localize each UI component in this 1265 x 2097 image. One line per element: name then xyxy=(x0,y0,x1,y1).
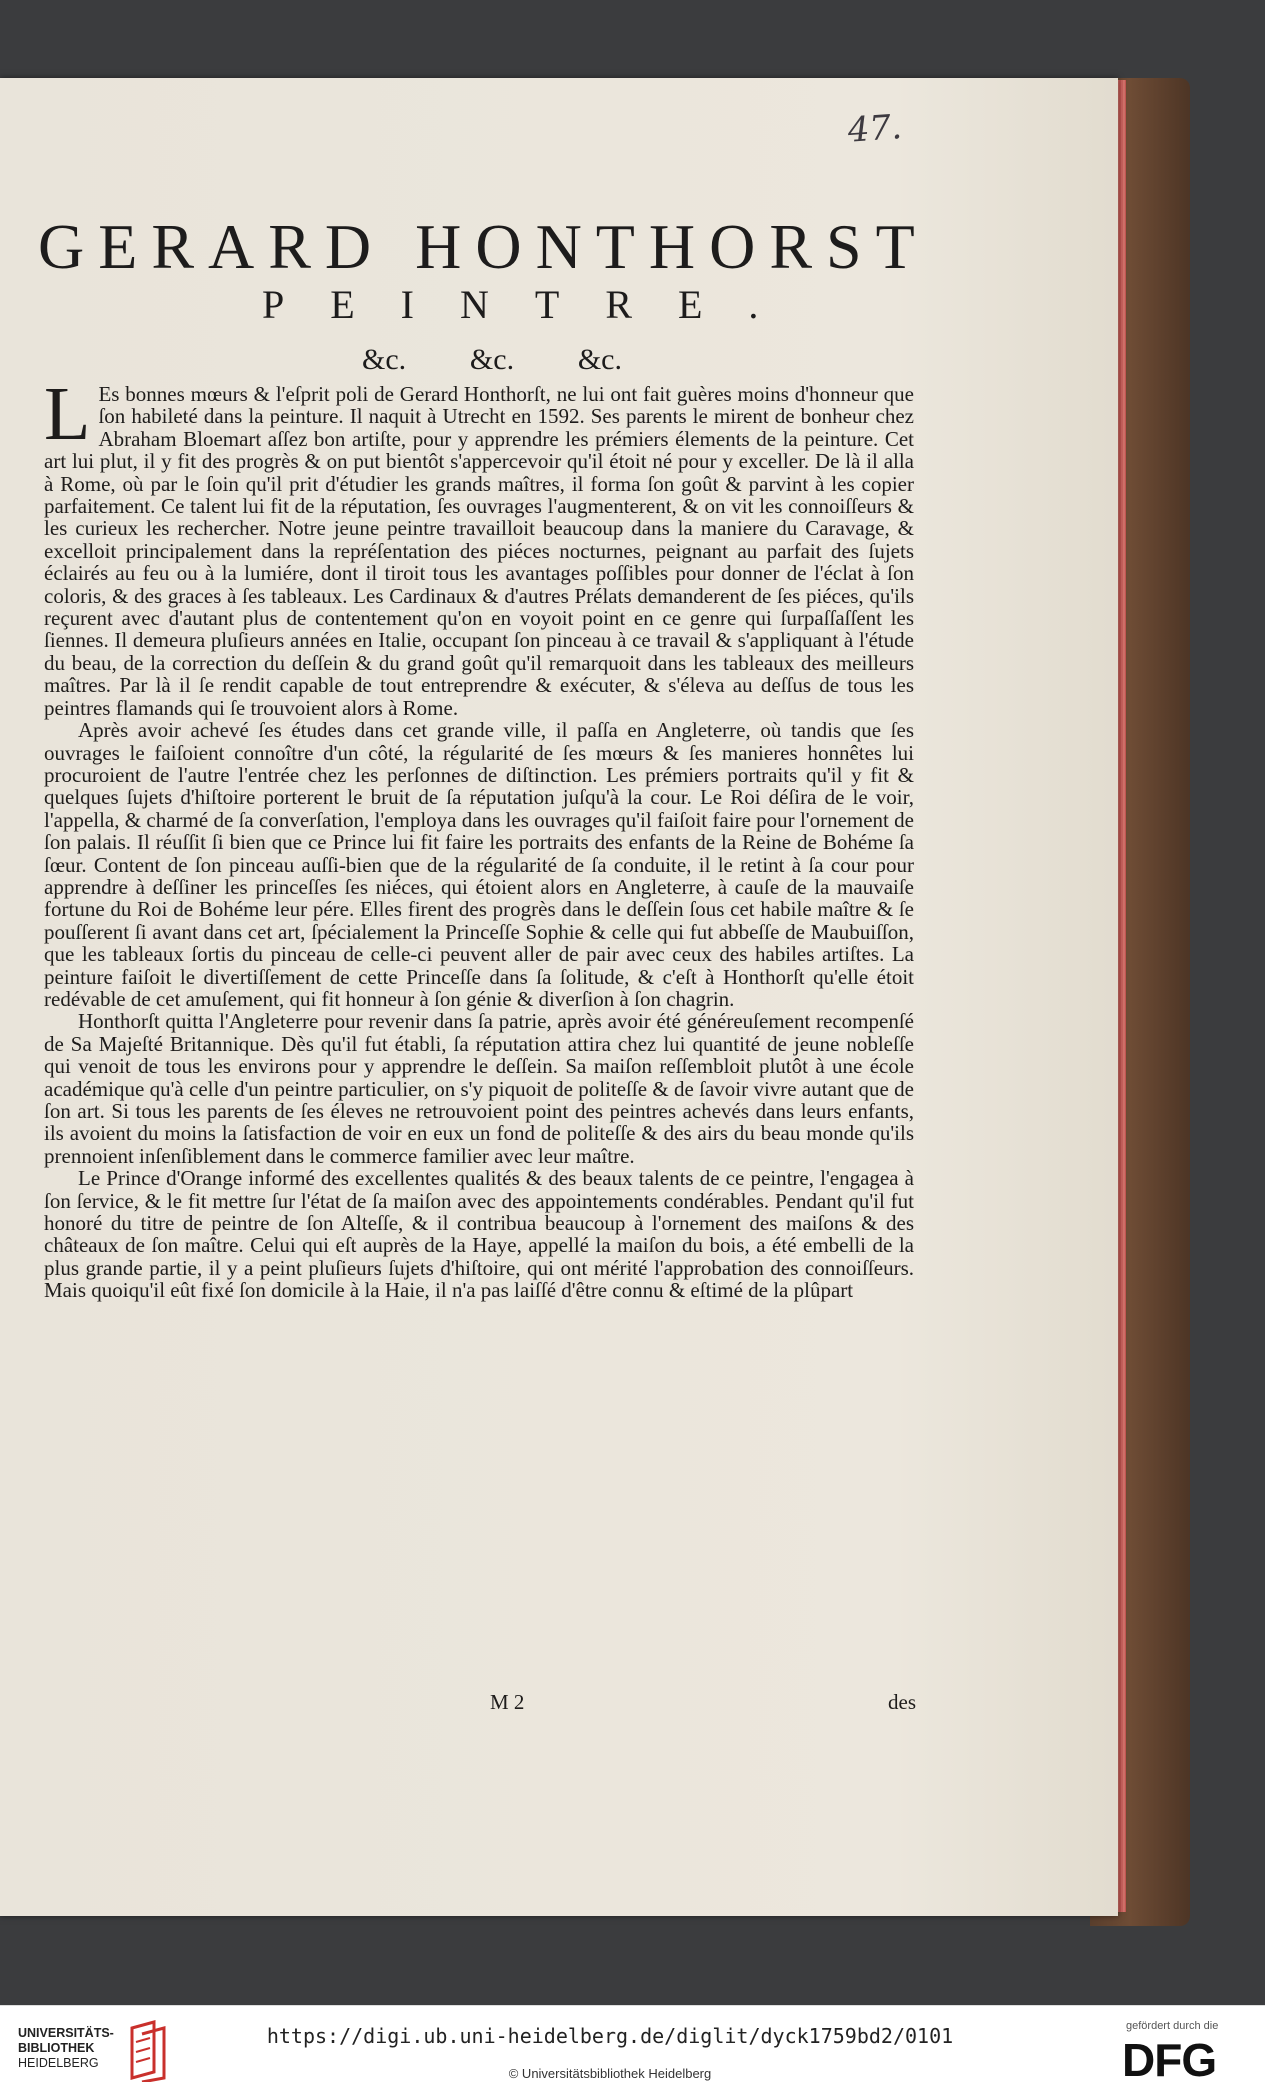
paragraph-4: Le Prince d'Orange informé des excellentes qualités & des beaux talents de ce peintre, l'engagea à ſon ſervice, & le fit mettre ſur l'état de ſa maiſon avec des appointements condérables. Pendant qu'il fut honoré du titre de peintre de ſon Alteſſe, & il contribua beaucoup à l'ornement des maiſons & des châteaux de ſon maître. Celui qui eſt auprès de la Haye, appellé la maiſon du bois, a été embelli de la plus grande partie, il y a peint pluſieurs ſujets d'hiſtoire, qui ont mérité l'approbation des connoiſſeurs. Mais quoiqu'il eût fixé ſon domicile à la Haie, il n'a pas laiſſé d'être connu & eſtimé de la plûpart xyxy=(44,1166,914,1303)
dfg-logo[interactable]: DFG xyxy=(1122,2034,1217,2086)
paragraph-3: Honthorſt quitta l'Angleterre pour revenir dans ſa patrie, après avoir été généreuſement recompenſé de Sa Majeſté Britannique. Dès qu'il fut établi, ſa réputation attira chez lui quantité de jeune nobleſſe qui venoit de tous les environs pour y apprendre le deſſein. Sa maiſon reſſembloit plutôt à une école académique qu'à celle d'un peintre particulier, on s'y piquoit de politeſſe & de ſavoir vivre autant que de ſon art. Si tous les parents de ſes éleves ne retrouvoient point des peintres achevés dans leurs enfants, ils avoient du moins la ſatisfaction de voir en eux un fond de politeſſe & des airs du beau monde qu'ils prennoient inſenſiblement dans le commerce familier avec leur maître. xyxy=(44,1009,914,1168)
library-line-2: BIBLIOTHEK xyxy=(18,2041,95,2055)
library-line-1: UNIVERSITÄTS- xyxy=(18,2026,114,2040)
body-text xyxy=(44,372,914,1728)
catchword: des xyxy=(888,1690,916,1714)
library-line-3: HEIDELBERG xyxy=(18,2056,99,2070)
etc-line xyxy=(362,338,622,382)
etc-3: &c. xyxy=(577,343,622,376)
page-subtitle: PEINTRE. xyxy=(262,282,805,327)
paragraph-2: Après avoir achevé ſes études dans cet grande ville, il paſſa en Angleterre, où tandis que ſes ouvrages le faiſoient connoître d'un côté, la régularité de ſes mœurs & ſes manieres honnêtes lui procuroient de l'autre l'entrée chez les perſonnes de diſtinction. Les prémiers portraits qu'il y fit & quelques ſujets d'hiſtoire porterent le bruit de ſa réputation juſqu'à la cour. Le Roi déſira de le voir, l'appella, & charmé de ſa converſation, l'employa dans les ouvrages qu'il faiſoit faire pour l'ornement de ſon palais. Il réuſſit ſi bien que ce Prince lui fit faire les portraits des enfants de la Reine de Bohéme ſa ſœur. Content de ſon pinceau auſſi-bien que de la régularité de ſa conduite, il le retint à ſa cour pour apprendre à deſſiner les princeſſes ſes niéces, qui étoient alors en Angleterre, à cauſe de la mauvaiſe fortune du Roi de Bohéme leur pére. Elles firent des progrès dans le deſſein ſous cet habile maître & ſe pouſſerent ſi avant dans cet art, ſpécialement la Princeſſe Sophie & celle qui fut abbeſſe de Maubuiſſon, que les tableaux ſortis du pinceau de celle-ci peuvent aller de pair avec ceux des habiles artiſtes. La peinture faiſoit le divertiſſement de cette Princeſſe dans ſa ſolitude, & c'eſt à Honthorſt qu'elle étoit redévable de cet amuſement, qui fit honneur à ſon génie & diverſion à ſon chagrin. xyxy=(44,718,914,1011)
viewer-footer xyxy=(0,2005,1265,2097)
paragraph-1 xyxy=(44,372,914,720)
copyright-notice: © Universitätsbibliothek Heidelberg xyxy=(508,2066,712,2081)
funder-text: gefördert durch die xyxy=(1126,2020,1219,2032)
library-name[interactable] xyxy=(18,2026,138,2071)
drop-cap: L xyxy=(44,372,91,456)
etc-2: &c. xyxy=(469,343,515,376)
library-logo-icon[interactable] xyxy=(124,2020,174,2082)
page-title: GERARD HONTHORST xyxy=(38,211,929,282)
permalink-url[interactable]: https://digi.ub.uni-heidelberg.de/diglit/dyck1759bd2/0101 xyxy=(266,2024,954,2048)
signature-mark: M 2 xyxy=(490,1690,525,1714)
paragraph-1-text: Es bonnes mœurs & l'eſprit poli de Gerard Honthorſt, ne lui ont fait guères moins d'honneur que ſon habileté dans la peinture. Il naquit à Utrecht en 1592. Ses parents le mirent de bonheur chez Abraham Bloemart aſſez bon artiſte, pour y apprendre les prémiers élements de la peinture. Cet art lui plut, il y fit des progrès & on put bientôt s'appercevoir qu'il étoit né pour y exceller. De là il alla à Rome, où par le ſoin qu'il prit d'étudier les grands maîtres, il forma ſon goût & parvint à les copier parfaitement. Ce talent lui fit de la réputation, ſes ouvrages l'augmenterent, & on vit les connoiſſeurs & les curieux les rechercher. Notre jeune peintre travailloit beaucoup dans la maniere du Caravage, & excelloit principalement dans la repréſentation des piéces nocturnes, peignant au parfait des ſujets éclairés au feu ou à la lumiére, dont il tiroit tous les avantages poſſibles pour donner de l'éclat à ſon coloris, & des graces à ſes tableaux. Les Cardinaux & d'autres Prélats demanderent de ſes piéces, qu'ils reçurent avec d'autant plus de contentement qu'on en voyoit point en ce genre qui ſurpaſſaſſent les ſiennes. Il demeura pluſieurs années en Italie, occupant ſon pinceau à ce travail & s'appliquant à l'étude du beau, de la correction du deſſein & du grand goût qu'il remarquoit dans les tableaux des meilleurs maîtres. Par là il ſe rendit capable de tout entreprendre & exécuter, & s'éleva au deſſus de tous les peintres flamands qui ſe trouvoient alors à Rome. xyxy=(44,382,914,720)
page-folio: 47. xyxy=(846,107,904,151)
etc-1: &c. xyxy=(362,343,407,376)
